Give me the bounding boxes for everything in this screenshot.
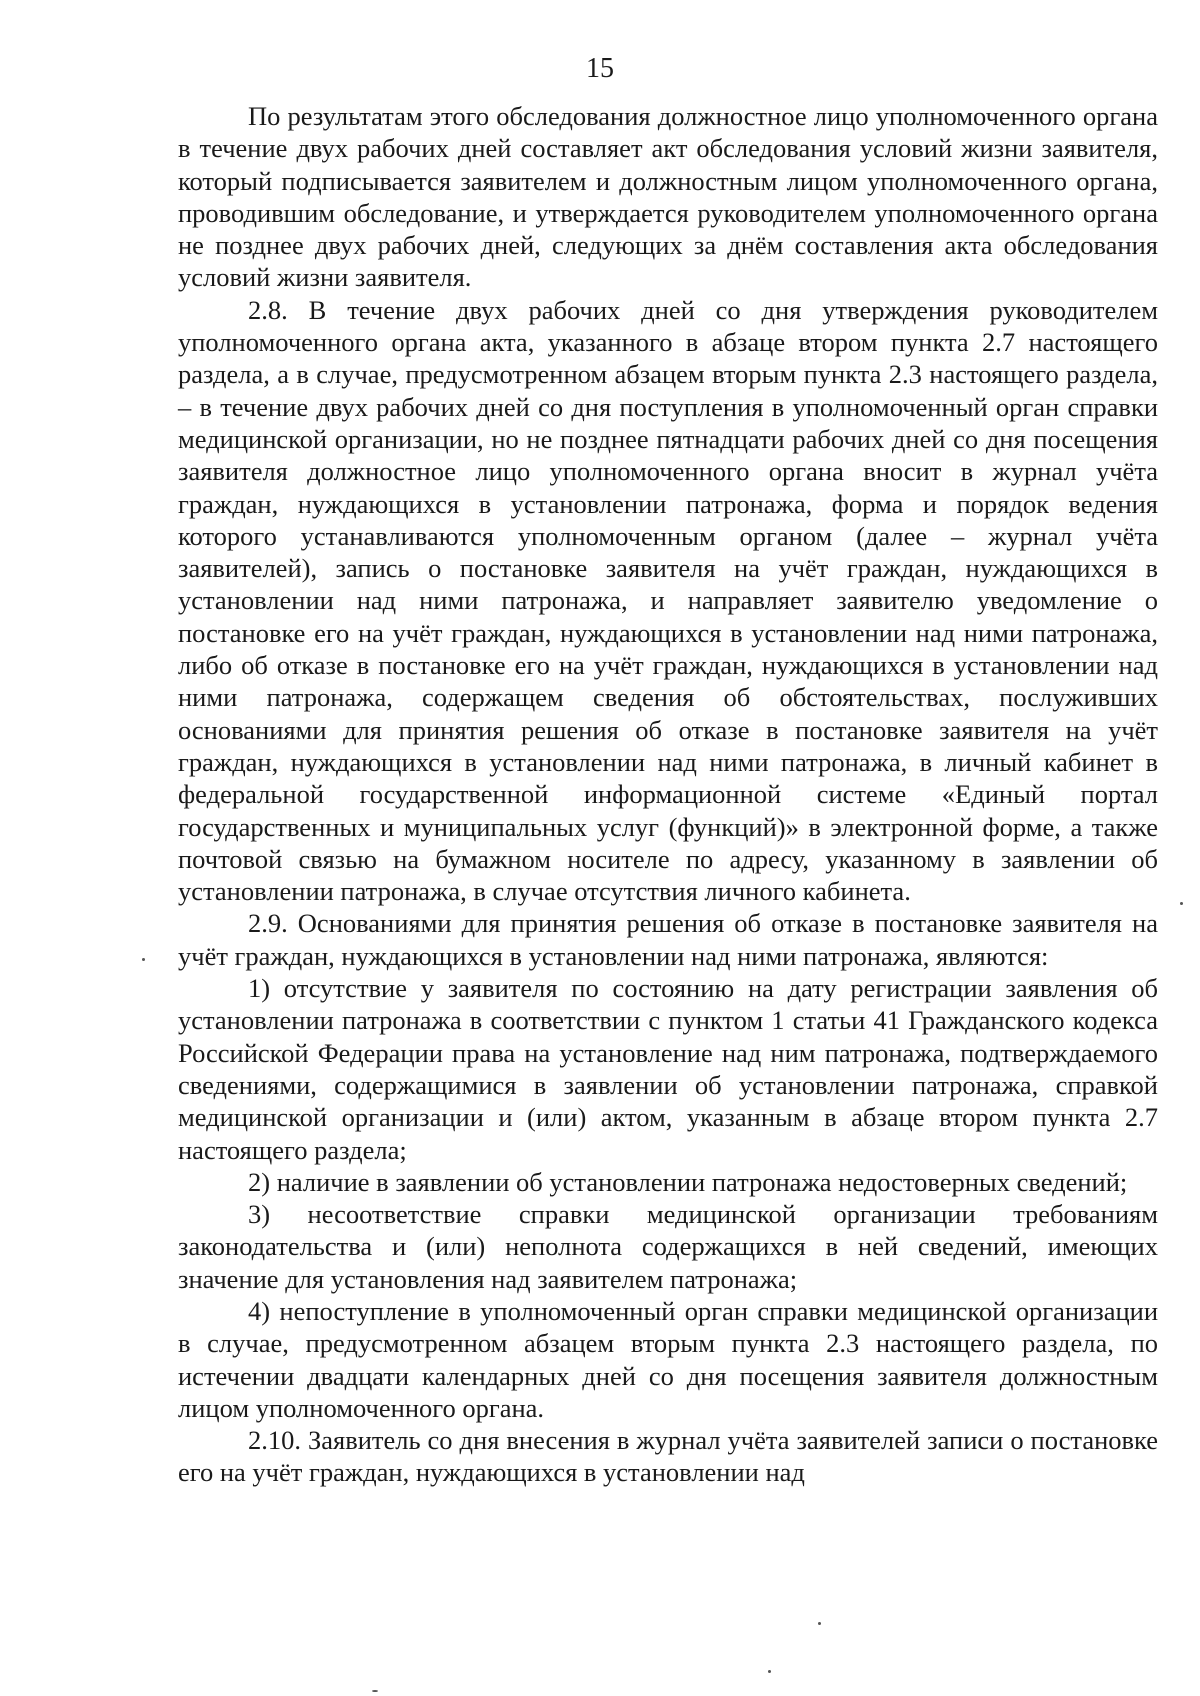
list-item-2: 2) наличие в заявлении об установлении патронажа недостоверных сведений;	[248, 1166, 1128, 1197]
document-body	[178, 100, 1158, 1489]
page-number: 15	[586, 53, 614, 84]
scan-speck	[372, 1690, 378, 1692]
scan-speck	[142, 958, 145, 961]
scan-speck	[768, 1670, 771, 1673]
list-item-4: 4) непоступление в уполномоченный орган справки медицинской организации в случае, предусмотренном абзацем вторым пункта 2.3 настоящего раздела, по истечении двадцати календарных дней со дня посещения заявителя должностным лицом уполномоченного органа.	[178, 1295, 1158, 1423]
list-item-3: 3) несоответствие справки медицинской организации требованиям законодательства и (или) неполнота содержащихся в ней сведений, имеющих значение для установления над заявителем патронажа;	[178, 1199, 1158, 1294]
list-item-1: 1) отсутствие у заявителя по состоянию на дату регистрации заявления об установлении патронажа в соответствии с пунктом 1 статьи 41 Гражданского кодекса Российской Федерации права на установление над ним патронажа, подтверждаемого сведениями, содержащимися в заявлении об установлении патронажа, справкой медицинской организации и (или) актом, указанным в абзаце втором пункта 2.7 настоящего раздела;	[178, 973, 1158, 1165]
paragraph-2-8: 2.8. В течение двух рабочих дней со дня утверждения руководителем уполномоченного органа акта, указанного в абзаце втором пункта 2.7 настоящего раздела, а в случае, предусмотренном абзацем вторым пункта 2.3 настоящего раздела, – в течение двух рабочих дней со дня поступления в уполномоченный орган справки медицинской организации, но не позднее пятнадцати рабочих дней со дня посещения заявителя должностное лицо уполномоченного органа вносит в журнал учёта граждан, нуждающихся в установлении патронажа, форма и порядок ведения которого устанавливаются уполномоченным органом (далее – журнал учёта заявителей), запись о постановке заявителя на учёт граждан, нуждающихся в установлении над ними патронажа, и направляет заявителю уведомление о постановке его на учёт граждан, нуждающихся в установлении над ними патронажа, либо об отказе в постановке его на учёт граждан, нуждающихся в установлении над ними патронажа, содержащем сведения об обстоятельствах, послуживших основаниями для принятия решения об отказе в постановке заявителя на учёт граждан, нуждающихся в установлении над ними патронажа, в личный кабинет в федеральной государственной информационной системе «Единый портал государственных и муниципальных услуг (функций)» в электронной форме, а также почтовой связью на бумажном носителе по адресу, указанному в заявлении об установлении патронажа, в случае отсутствия личного кабинета.	[178, 294, 1158, 907]
scan-speck	[818, 1622, 821, 1625]
paragraph-survey-act: По результатам этого обследования должностное лицо уполномоченного органа в течение двух рабочих дней составляет акт обследования условий жизни заявителя, который подписывается заявителем и должностным лицом уполномоченного органа, проводившим обследование, и утверждается руководителем уполномоченного органа не позднее двух рабочих дней, следующих за днём составления акта обследования условий жизни заявителя.	[178, 101, 1158, 293]
paragraph-2-10: 2.10. Заявитель со дня внесения в журнал учёта заявителей записи о постановке его на учёт граждан, нуждающихся в установлении над	[178, 1425, 1158, 1488]
scan-speck	[1180, 902, 1183, 905]
paragraph-2-9: 2.9. Основаниями для принятия решения об отказе в постановке заявителя на учёт граждан, нуждающихся в установлении над ними патронажа, являются:	[178, 908, 1158, 971]
